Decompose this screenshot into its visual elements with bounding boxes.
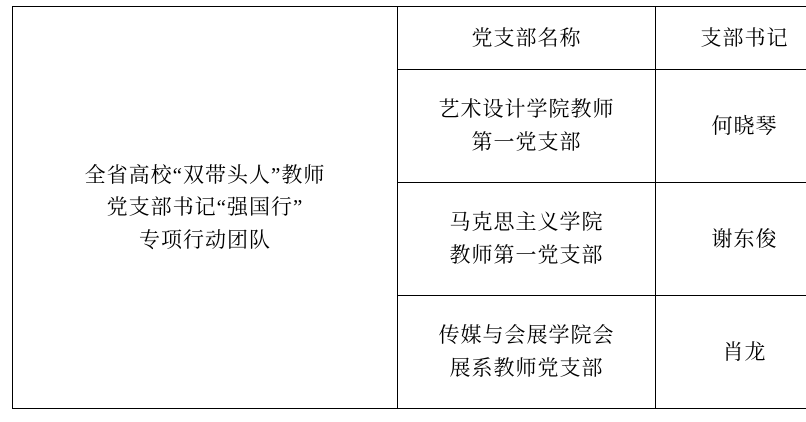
- branch-name-line-2: 第一党支部: [404, 126, 649, 159]
- branch-name-line-2: 展系教师党支部: [404, 352, 649, 385]
- column-header-branch-name: 党支部名称: [398, 7, 656, 70]
- branch-name-line-1: 艺术设计学院教师: [404, 93, 649, 126]
- branch-name-cell: [398, 296, 656, 409]
- branch-name-cell: [398, 70, 656, 183]
- secretary-cell: 何晓琴: [656, 70, 806, 183]
- branch-name-line-1: 传媒与会展学院会: [404, 319, 649, 352]
- data-table: [12, 6, 806, 409]
- branch-name-line-2: 教师第一党支部: [404, 239, 649, 272]
- team-label-cell: [13, 7, 398, 409]
- team-label-line-2: 党支部书记“强国行”: [19, 191, 391, 224]
- branch-name-line-1: 马克思主义学院: [404, 206, 649, 239]
- secretary-cell: 肖龙: [656, 296, 806, 409]
- team-label-line-1: 全省高校“双带头人”教师: [19, 159, 391, 192]
- secretary-cell: 谢东俊: [656, 183, 806, 296]
- team-label-line-3: 专项行动团队: [19, 224, 391, 257]
- document-page: [0, 6, 806, 422]
- branch-name-cell: [398, 183, 656, 296]
- table-row: [13, 7, 806, 70]
- column-header-secretary: 支部书记: [656, 7, 806, 70]
